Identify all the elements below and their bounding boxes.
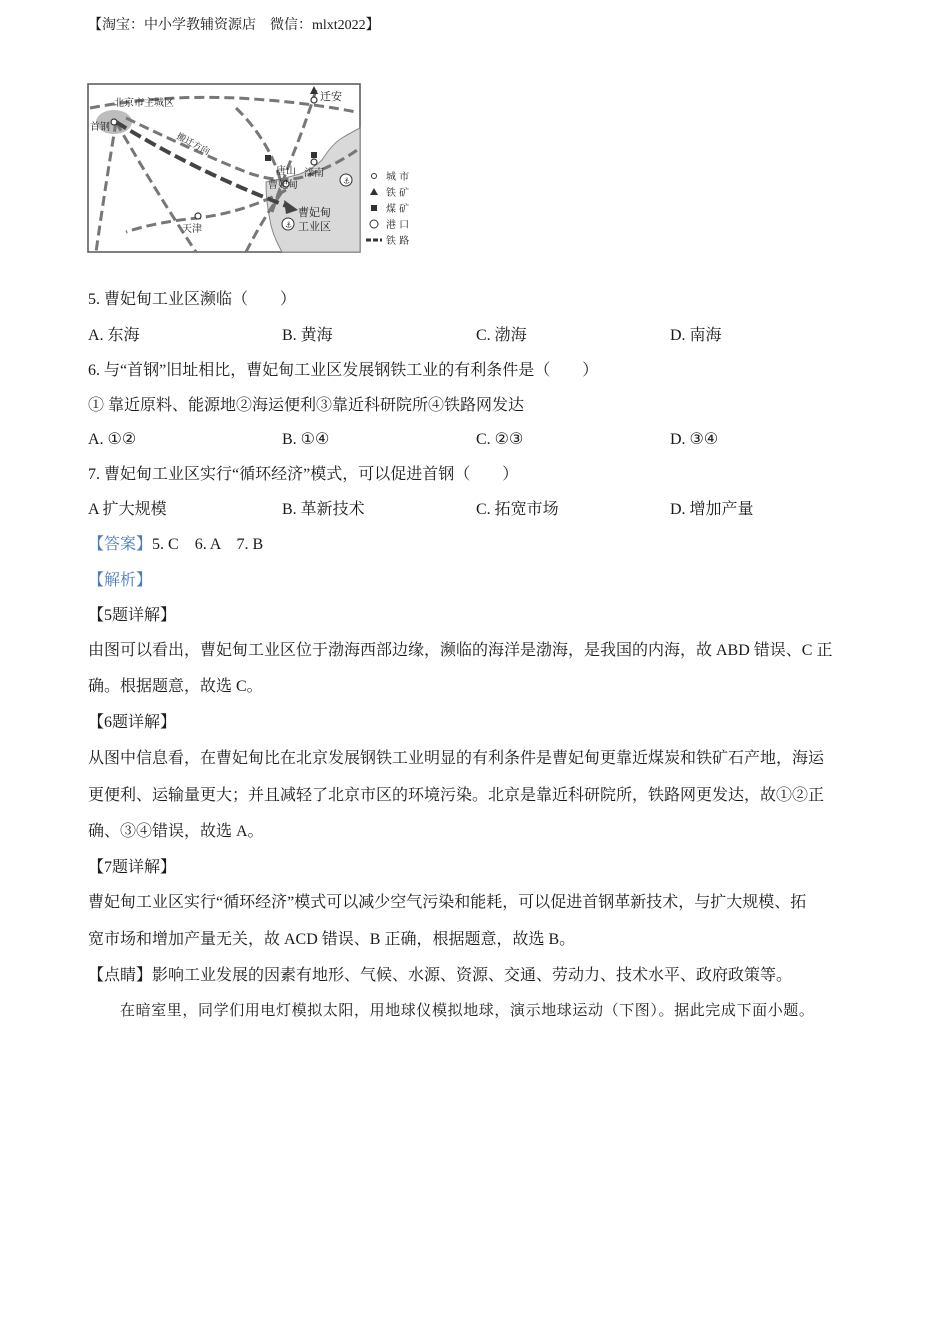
legend-iron-icon <box>370 188 378 195</box>
legend-city-label: 城 市 <box>386 172 410 183</box>
answer-text: 5. C 6. A 7. B <box>152 536 264 553</box>
detail-6-title: 【6题详解】 <box>88 714 177 731</box>
analysis-label: 【解析】 <box>88 572 153 589</box>
q7-option-a: A 扩大规模 <box>88 501 167 518</box>
label-caofeidian-zone-1: 曹妃甸 <box>298 206 331 219</box>
q6-option-a: A. ①② <box>88 431 137 448</box>
legend-coal-label: 煤 矿 <box>386 204 410 215</box>
detail-6-line-3: 确、③④错误，故选 A。 <box>88 823 264 840</box>
detail-7-line-2: 宽市场和增加产量无关，故 ACD 错误、B 正确，根据题意，故选 B。 <box>88 931 576 948</box>
detail-7-line-1: 曹妃甸工业区实行“循环经济”模式可以减少空气污染和能耗，可以促进首钢革新技术，与扩大规模、拓 <box>88 894 807 911</box>
label-caofeidian-city: 曹妃甸 <box>268 180 298 191</box>
q7-option-b: B. 革新技术 <box>282 501 365 518</box>
svg-text:⚓: ⚓ <box>343 176 351 186</box>
tip-text: 影响工业发展的因素有地形、气候、水源、资源、交通、劳动力、技术水平、政府政策等。 <box>152 967 793 984</box>
q7-option-c: C. 拓宽市场 <box>476 501 559 518</box>
legend-city-icon <box>372 174 377 179</box>
label-tangshan: 唐山 <box>276 166 296 177</box>
question-6-stem: 6. 与“首钢”旧址相比，曹妃甸工业区发展钢铁工业的有利条件是（ ） <box>88 362 599 379</box>
map-legend <box>366 170 409 247</box>
detail-5-title: 【5题详解】 <box>88 607 177 624</box>
coal-marker-luannan <box>311 152 317 158</box>
label-qianan: 迁安 <box>320 90 342 103</box>
legend-port-label: 港 口 <box>386 220 410 231</box>
page-header <box>88 14 380 34</box>
header-wechat: 微信：mlxt2022】 <box>270 18 380 33</box>
label-beijing: 北京市主城区 <box>114 98 174 109</box>
q5-option-a: A. 东海 <box>88 327 140 344</box>
label-luannan: 滦南 <box>304 168 324 179</box>
question-7-stem: 7. 曹妃甸工业区实行“循环经济”模式，可以促进首钢（ ） <box>88 466 519 483</box>
tip-label: 【点睛】 <box>88 967 153 984</box>
q6-option-b: B. ①④ <box>282 431 330 448</box>
label-caofeidian-zone-2: 工业区 <box>298 220 331 233</box>
detail-6-line-2: 更便利、运输量更大；并且减轻了北京市区的环境污染。北京是靠近科研院所，铁路网更发达，故①②正 <box>88 787 825 804</box>
question-6-conditions: ① 靠近原料、能源地②海运便利③靠近科研院所④铁路网发达 <box>88 397 525 414</box>
question-5-stem: 5. 曹妃甸工业区濒临（ ） <box>88 291 297 308</box>
q5-option-b: B. 黄海 <box>282 327 333 344</box>
answer-line <box>88 535 263 555</box>
q7-option-d: D. 增加产量 <box>670 501 754 518</box>
detail-5-line-2: 确。根据题意，故选 C。 <box>88 678 263 695</box>
detail-7-title: 【7题详解】 <box>88 859 177 876</box>
svg-text:⚓: ⚓ <box>285 220 293 230</box>
answer-label: 【答案】 <box>88 536 153 553</box>
caofeidian-map <box>86 82 422 256</box>
legend-iron-label: 铁 矿 <box>386 188 410 199</box>
q5-option-c: C. 渤海 <box>476 327 527 344</box>
legend-port-icon <box>370 220 378 228</box>
label-tianjin: 天津 <box>182 224 202 235</box>
q5-option-d: D. 南海 <box>670 327 722 344</box>
tip-line <box>88 966 792 986</box>
detail-5-line-1: 由图可以看出，曹妃甸工业区位于渤海西部边缘，濒临的海洋是渤海，是我国的内海，故 ABD 错误、C 正 <box>88 642 833 659</box>
header-shop: 【淘宝：中小学教辅资源店 <box>88 18 256 33</box>
label-shougang: 首钢 <box>90 122 110 133</box>
coal-marker-tangshan <box>265 155 271 161</box>
next-question-intro: 在暗室里，同学们用电灯模拟太阳，用地球仪模拟地球，演示地球运动（下图）。据此完成下面小题。 <box>120 1001 815 1019</box>
legend-rail-label: 铁 路 <box>386 236 410 247</box>
detail-6-line-1: 从图中信息看，在曹妃甸比在北京发展钢铁工业明显的有利条件是曹妃甸更靠近煤炭和铁矿石产地，海运 <box>88 750 825 767</box>
q6-option-c: C. ②③ <box>476 431 524 448</box>
q6-option-d: D. ③④ <box>670 431 719 448</box>
legend-coal-icon <box>371 205 377 211</box>
label-route: 搬迁方向 <box>174 131 212 158</box>
